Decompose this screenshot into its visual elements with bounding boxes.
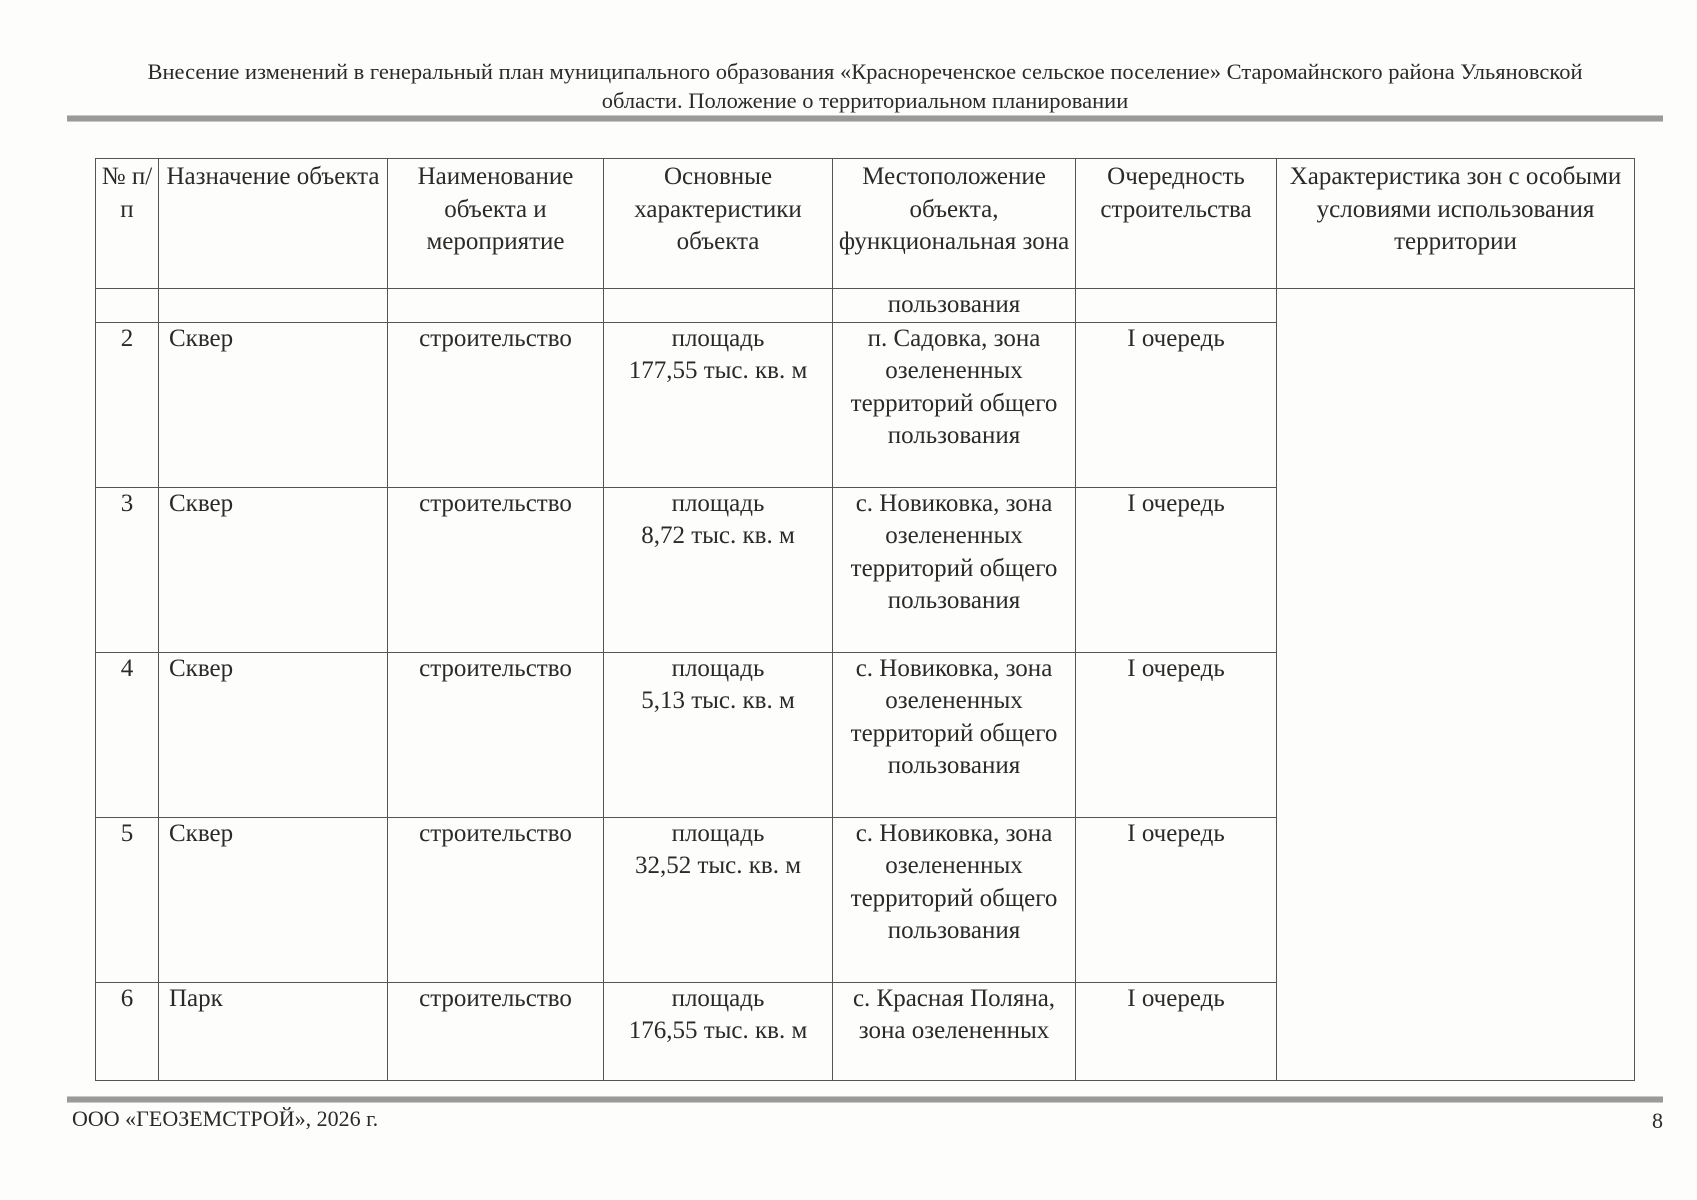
row-name: строительство [388, 982, 604, 1080]
objects-table [95, 158, 1635, 1081]
header-chars: Основные характеристики объекта [604, 159, 833, 289]
row-name: строительство [388, 322, 604, 487]
header-name: Наименование объекта и мероприятие [388, 159, 604, 289]
row-order: I очередь [1076, 487, 1277, 652]
header-location: Местоположение объекта, функциональная зона [833, 159, 1076, 289]
row-num: 4 [96, 652, 159, 817]
row-location: с. Красная Поляна, зона озелененных [833, 982, 1076, 1080]
row-num: 2 [96, 322, 159, 487]
row-name: строительство [388, 652, 604, 817]
row-num: 6 [96, 982, 159, 1080]
zones-cell [1277, 289, 1635, 1081]
continuation-text: пользования [833, 289, 1076, 323]
table-header-row [96, 159, 1635, 289]
page-number: 8 [1652, 1108, 1663, 1133]
row-purpose: Сквер [159, 487, 388, 652]
row-purpose: Парк [159, 982, 388, 1080]
row-name: строительство [388, 487, 604, 652]
row-order: I очередь [1076, 322, 1277, 487]
header-rule [67, 115, 1663, 122]
row-location: п. Садовка, зона озелененных территорий общего пользования [833, 322, 1076, 487]
row-chars: площадь 32,52 тыс. кв. м [604, 817, 833, 982]
header-zones: Характеристика зон с особыми условиями использования территории [1277, 159, 1635, 289]
row-order: I очередь [1076, 652, 1277, 817]
row-chars: площадь 8,72 тыс. кв. м [604, 487, 833, 652]
row-location: с. Новиковка, зона озелененных территорий общего пользования [833, 487, 1076, 652]
row-location: с. Новиковка, зона озелененных территорий общего пользования [833, 817, 1076, 982]
row-chars: площадь 5,13 тыс. кв. м [604, 652, 833, 817]
footer-rule [67, 1096, 1663, 1103]
row-location: с. Новиковка, зона озелененных территорий общего пользования [833, 652, 1076, 817]
header-order: Очередность строительства [1076, 159, 1277, 289]
header-purpose: Назначение объекта [159, 159, 388, 289]
row-purpose: Сквер [159, 652, 388, 817]
row-chars: площадь 177,55 тыс. кв. м [604, 322, 833, 487]
header-line-1: Внесение изменений в генеральный план муниципального образования «Краснореченское сельское поселение» Старомайнского района Ульяновской [147, 59, 1583, 84]
footer-company: ООО «ГЕОЗЕМСТРОЙ», 2026 г. [72, 1106, 379, 1131]
row-num: 3 [96, 487, 159, 652]
document-header [70, 57, 1660, 115]
row-chars: площадь 176,55 тыс. кв. м [604, 982, 833, 1080]
row-purpose: Сквер [159, 817, 388, 982]
row-name: строительство [388, 817, 604, 982]
row-order: I очередь [1076, 817, 1277, 982]
header-num: № п/п [96, 159, 159, 289]
table-row [96, 289, 1635, 323]
row-purpose: Сквер [159, 322, 388, 487]
header-line-2: области. Положение о территориальном планировании [601, 88, 1129, 113]
row-num: 5 [96, 817, 159, 982]
row-order: I очередь [1076, 982, 1277, 1080]
